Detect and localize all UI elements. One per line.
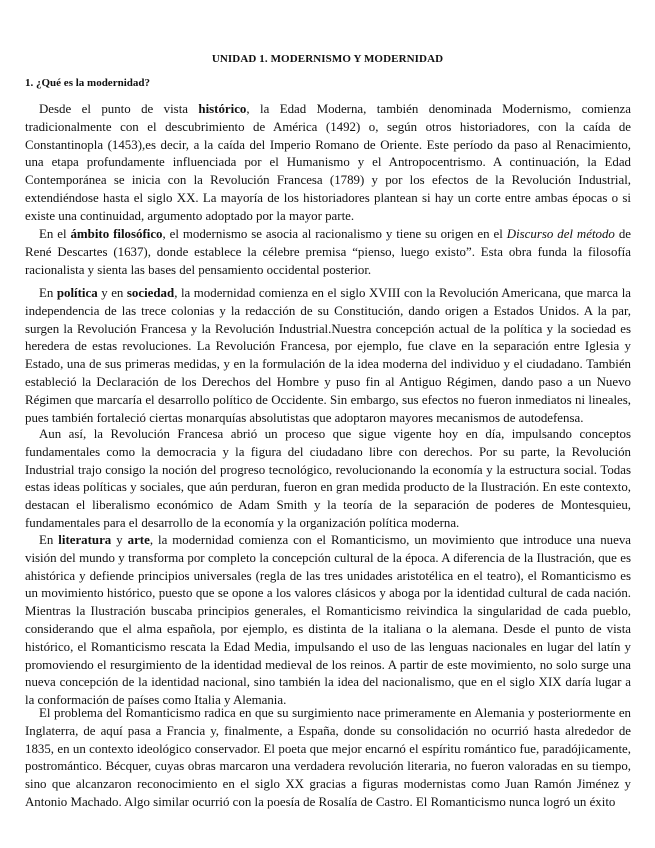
text: , el modernismo se asocia al racionalismo y tiene su origen en el (162, 227, 507, 241)
text: En (39, 286, 57, 300)
text: El problema del Romanticismo radica en que su surgimiento nace primeramente en Alemania y posteriormente en Inglaterra, de aquí pasa a Francia y, finalmente, a España, donde su consolidación no ocurrió hasta alrededor de 1835, en un contexto ideológico conservador. El poeta que mejor encarnó el espíritu romántico fue, paradójicamente, postromántico. Bécquer, cuyas obras marcaron una verdadera revolución literaria, no fueron valoradas en su tiempo, sino que alcanzaron reconocimiento en el siglo XX gracias a figuras modernistas como Juan Ramón Jiménez y Antonio Machado. Algo similar ocurrió con la poesía de Rosalía de Castro. El Romanticismo nunca logró un éxito (25, 706, 631, 809)
text: , la modernidad comienza con el Romanticismo, un movimiento que introduce una nueva visión del mundo y transforma por completo la concepción cultural de la época. A diferencia de la Ilustración, que es ahistórica y defiende principios universales (regla de las tres unidades aristotélica en el teatro), el Romanticismo es un movimiento histórico, puesto que se opone a los valores clásicos y aboga por la identidad cultural de cada nación. Mientras la Ilustración buscaba principios generales, el Romanticismo reivindica la singularidad de cada pueblo, considerando que el alma española, por ejemplo, es distinta de la italiana o la alemana. Desde el punto de vista histórico, el Romanticismo rescata la Edad Media, impulsando el uso de las lenguas nacionales en lugar del latín y promoviendo el resurgimiento de la identidad medieval de los reinos. A partir de este movimiento, no solo surge una nueva concepción de la identidad nacional, sino también la idea del nacionalismo, que en el siglo XIX daría lugar a la conformación de países como Italia y Alemania. (25, 533, 632, 708)
text: , la Edad Moderna, también denominada Modernismo, comienza tradicionalmente con el descubrimiento de América (1492) o, según otros historiadores, con la caída de Constantinopla (1453),es decir, a la caída del Imperio Romano de Oriente. Este período da paso al Renacimiento, una etapa profundamente influenciada por el Humanismo y el Antropocentrismo. A continuación, la Edad Contemporánea se inicia con la Revolución Francesa (1789) y por los efectos de la Revolución Industrial, extendiéndose hasta el siglo XX. La mayoría de los historiadores plantean si hay un corte entre ambas épocas o si existe una continuidad, argumento adoptado por la mayor parte. (25, 102, 631, 223)
bold-term: literatura (58, 533, 112, 547)
text: Aun así, la Revolución Francesa abrió un proceso que sigue vigente hoy en día, impulsando conceptos fundamentales como la democracia y la figura del ciudadano libre con derechos. Por su parte, la Revolución Industrial trajo consigo la noción del progreso tecnológico, revolucionando la economía y la estructura social. Todas estas ideas políticas y sociales, que aún perduran, fueron en gran medida producto de la Ilustración. En este contexto, destacan el liberalismo económico de Adam Smith y la teoría de la separación de poderes de Montesquieu, fundamentales para el desarrollo de la economía y la organización política moderna. (25, 427, 631, 530)
text: de René Descartes (1637), donde establece la célebre premisa “pienso, luego existo”. Esta obra funda la filosofía racionalista y sienta las bases del pensamiento occidental posterior. (25, 227, 631, 277)
bold-term: sociedad (126, 286, 175, 300)
section-heading: 1. ¿Qué es la modernidad? (25, 77, 150, 89)
text: y en (97, 286, 127, 300)
text: En el (39, 227, 71, 241)
paragraph-4 (25, 426, 631, 533)
paragraph-1 (25, 101, 631, 226)
bold-term: histórico (198, 102, 247, 116)
document-title: UNIDAD 1. MODERNISMO Y MODERNIDAD (211, 53, 444, 65)
text: , la modernidad comienza en el siglo XVIII con la Revolución Americana, que marca la independencia de las trece colonias y la redacción de su Constitución, dando origen a Estados Unidos. A la par, surgen la Revolución Francesa y la Revolución Industrial.Nuestra concepción actual de la política y la sociedad es heredera de estas revoluciones. La Revolución Francesa, por ejemplo, fue clave en la separación entre Iglesia y Estado, una de sus primeras medidas, y en la formulación de la idea moderna del individuo y el ciudadano. También estableció la Declaración de los Derechos del Hombre y puso fin al Antiguo Régimen, dando paso a un Nuevo Régimen que marcaría el desarrollo político de Occidente. Sin embargo, sus efectos no fueron inmediatos ni lineales, pues también fortaleció ciertas monarquías absolutistas que adoptaron mayores mecanismos de autodefensa. (25, 286, 631, 425)
paragraph-3 (25, 285, 631, 427)
paragraph-2 (25, 226, 631, 279)
text: y (111, 533, 128, 547)
bold-term: política (56, 286, 98, 300)
text: En (39, 533, 59, 547)
paragraph-5 (25, 532, 631, 710)
text: Desde el punto de vista (39, 102, 199, 116)
bold-term: ámbito filosófico (70, 227, 163, 241)
bold-term: arte (127, 533, 150, 547)
paragraph-6 (25, 705, 631, 812)
italic-title: Discurso del método (506, 227, 615, 241)
